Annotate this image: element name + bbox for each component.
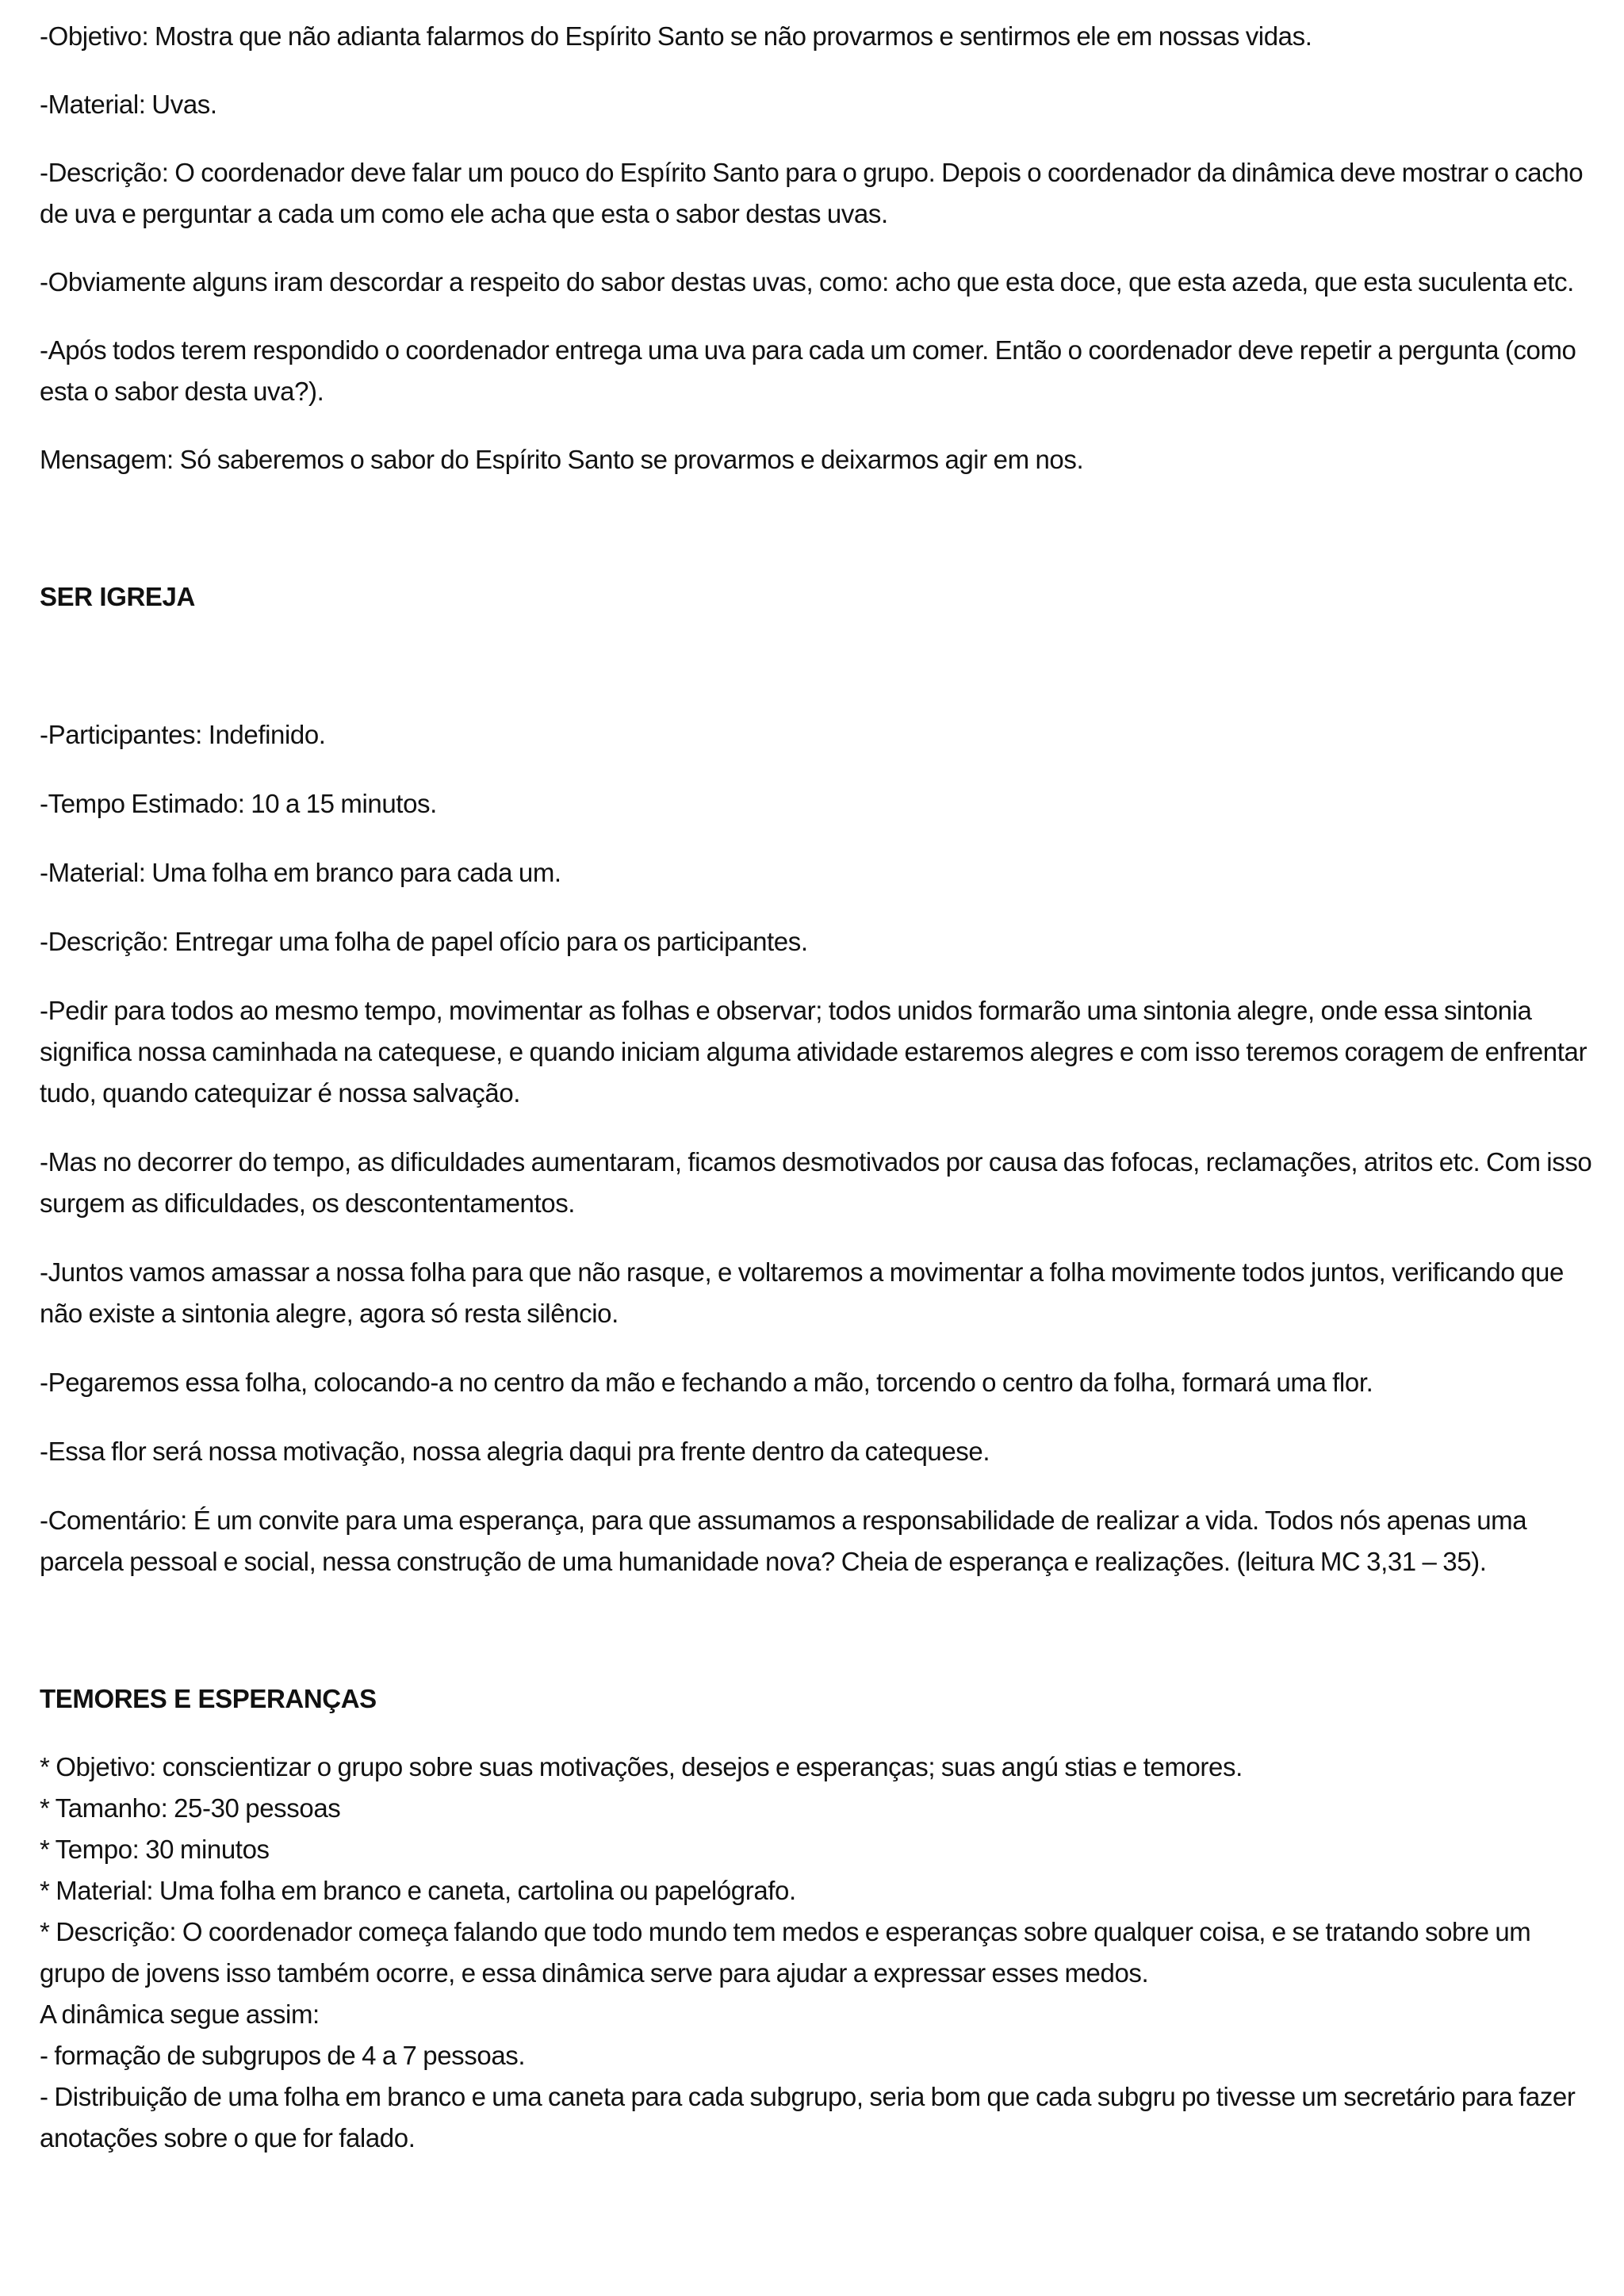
crumple-sheet-paragraph: -Juntos vamos amassar a nossa folha para que não rasque, e voltaremos a movimentar a folha movimente todos juntos, verificando que não existe a sintonia alegre, agora só resta silêncio.	[40, 1257, 1564, 1328]
objective-line: * Objetivo: conscientizar o grupo sobre suas motivações, desejos e esperanças; suas angú stias e temores.	[40, 1752, 1243, 1781]
grape-taste-paragraph: -Obviamente alguns iram descordar a respeito do sabor destas uvas, como: acho que esta doce, que esta azeda, que esta suculenta etc.	[40, 267, 1574, 297]
motivation-paragraph: -Essa flor será nossa motivação, nossa alegria daqui pra frente dentro da catequese.	[40, 1437, 990, 1466]
section-heading-ser-igreja: SER IGREJA	[40, 582, 195, 611]
material-paragraph: -Material: Uma folha em branco para cada um.	[40, 858, 561, 887]
document-page	[40, 16, 1594, 2159]
difficulties-paragraph: -Mas no decorrer do tempo, as dificuldades aumentaram, ficamos desmotivados por causa das fofocas, reclamações, atritos etc. Com isso surgem as dificuldades, os descontentamentos.	[40, 1147, 1592, 1218]
estimated-time-paragraph: -Tempo Estimado: 10 a 15 minutos.	[40, 789, 437, 818]
time-line: * Tempo: 30 minutos	[40, 1835, 270, 1864]
after-answer-paragraph: -Após todos terem respondido o coordenador entrega uma uva para cada um comer. Então o coordenador deve repetir a pergunta (como esta o sabor desta uva?).	[40, 335, 1576, 406]
material-paragraph: -Material: Uvas.	[40, 90, 217, 119]
section-heading-temores-e-esperancas: TEMORES E ESPERANÇAS	[40, 1684, 377, 1713]
distribution-line: - Distribuição de uma folha em branco e uma caneta para cada subgrupo, seria bom que cada subgru po tivesse um secretário para fazer anotações sobre o que for falado.	[40, 2082, 1576, 2152]
objective-paragraph: -Objetivo: Mostra que não adianta falarmos do Espírito Santo se não provarmos e sentirmos ele em nossas vidas.	[40, 21, 1312, 51]
description-paragraph: -Descrição: O coordenador deve falar um pouco do Espírito Santo para o grupo. Depois o coordenador da dinâmica deve mostrar o cacho de uva e perguntar a cada um como ele acha que esta o sabor destas uvas.	[40, 158, 1584, 228]
size-line: * Tamanho: 25-30 pessoas	[40, 1793, 341, 1823]
participants-paragraph: -Participantes: Indefinido.	[40, 720, 326, 749]
description-paragraph: -Descrição: Entregar uma folha de papel ofício para os participantes.	[40, 927, 808, 956]
form-flower-paragraph: -Pegaremos essa folha, colocando-a no centro da mão e fechando a mão, torcendo o centro da folha, formará uma flor.	[40, 1368, 1373, 1397]
material-line: * Material: Uma folha em branco e caneta, cartolina ou papelógrafo.	[40, 1876, 796, 1905]
comment-paragraph: -Comentário: É um convite para uma esperança, para que assumamos a responsabilidade de realizar a vida. Todos nós apenas uma parcela pessoal e social, nessa construção de uma humanidade nova? Cheia de esperança e realizações. (leitura MC 3,31 – 35).	[40, 1506, 1527, 1576]
description-line: * Descrição: O coordenador começa falando que todo mundo tem medos e esperanças sobre qualquer coisa, e se tratando sobre um grupo de jovens isso também ocorre, e essa dinâmica serve para ajudar a expressar esses medos.	[40, 1917, 1531, 1988]
move-sheets-paragraph: -Pedir para todos ao mesmo tempo, movimentar as folhas e observar; todos unidos formarão uma sintonia alegre, onde essa sintonia significa nossa caminhada na catequese, e quando iniciam alguma atividade estaremos alegres e com isso teremos coragem de enfrentar tudo, quando catequizar é nossa salvação.	[40, 996, 1588, 1108]
message-paragraph: Mensagem: Só saberemos o sabor do Espírito Santo se provarmos e deixarmos agir em nos.	[40, 445, 1084, 474]
subgroups-line: - formação de subgrupos de 4 a 7 pessoas.	[40, 2041, 526, 2070]
dynamic-intro-line: A dinâmica segue assim:	[40, 1999, 320, 2029]
